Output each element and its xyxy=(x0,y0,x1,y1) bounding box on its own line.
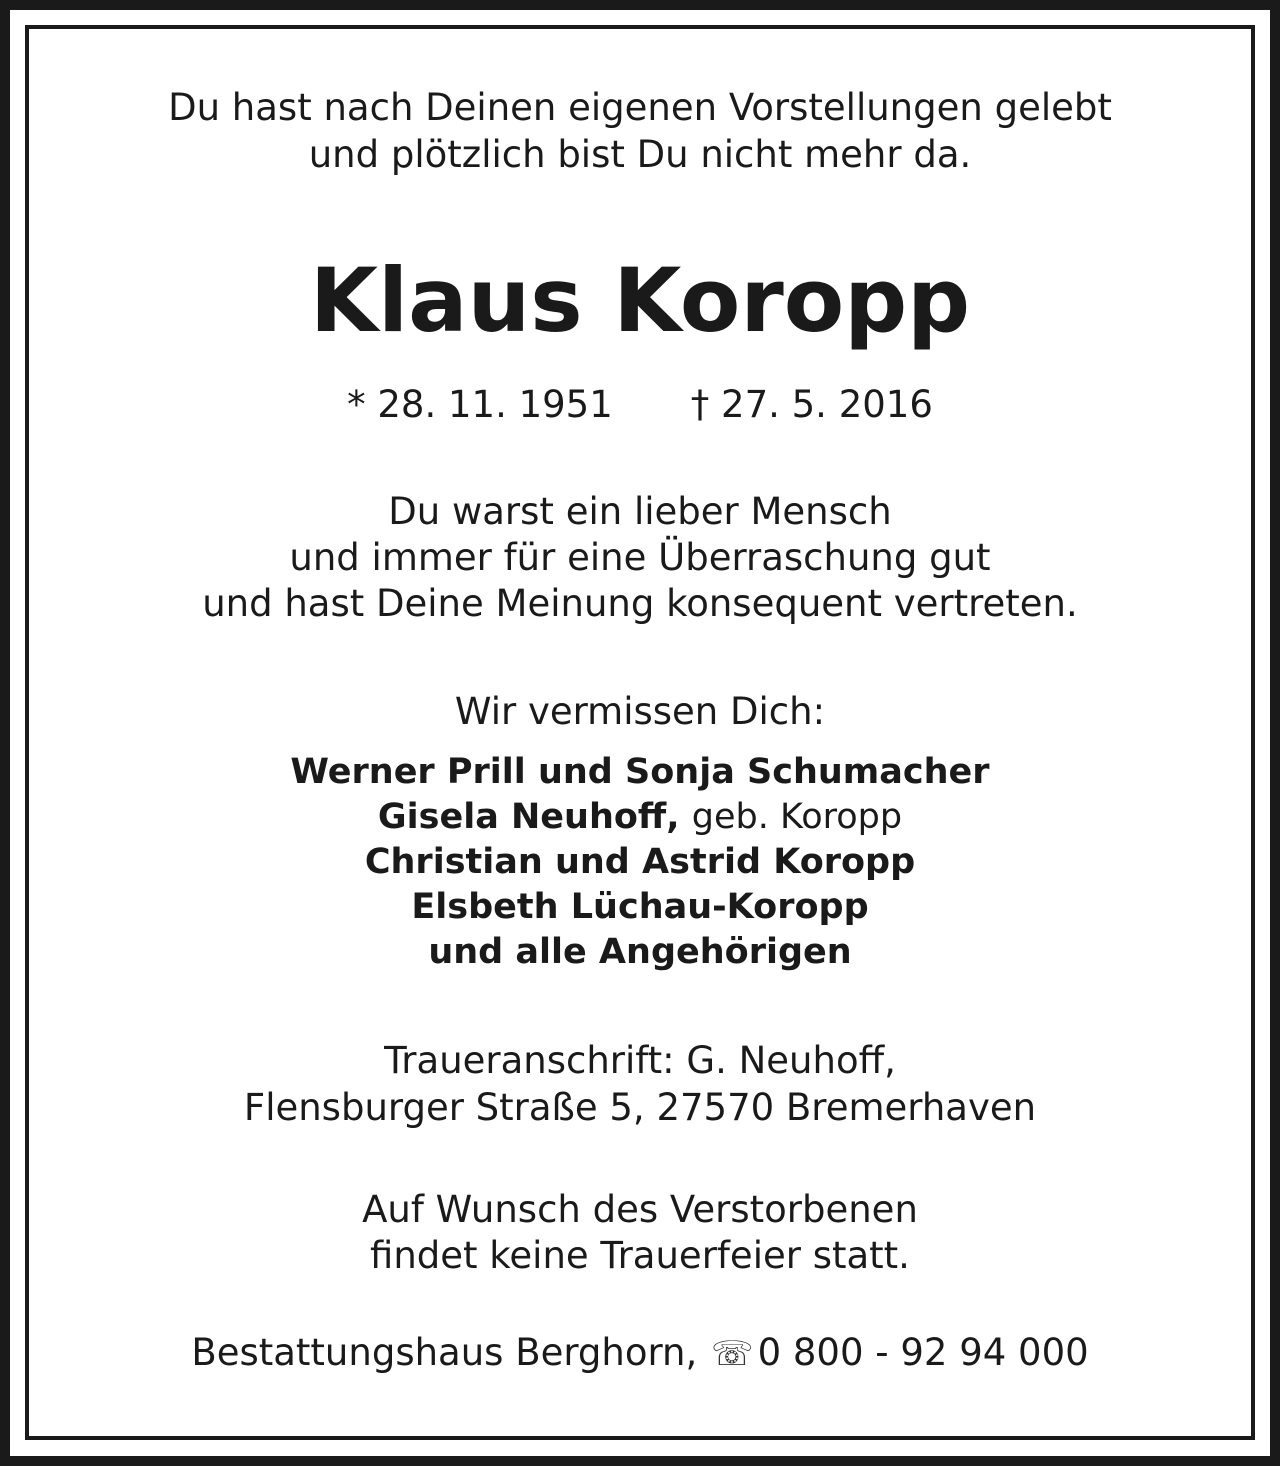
motto-line-2: und plötzlich bist Du nicht mehr da. xyxy=(308,133,972,176)
funeral-wish xyxy=(0,1187,1280,1279)
wish-line-2: findet keine Trauerfeier statt. xyxy=(370,1234,910,1277)
tribute-line-1: Du warst ein lieber Mensch xyxy=(388,490,892,533)
address-line-2: Flensburger Straße 5, 27570 Bremerhaven xyxy=(243,1086,1037,1129)
mourner-line-3: Christian und Astrid Koropp xyxy=(364,842,916,882)
mourner-line-2-name: Gisela Neuhoff, xyxy=(377,797,680,837)
birth-date: * 28. 11. 1951 xyxy=(347,383,613,426)
address-line-1: Traueranschrift: G. Neuhoff, xyxy=(384,1039,896,1082)
tribute-text xyxy=(0,489,1280,627)
mourner-line-2 xyxy=(0,795,1280,840)
tribute-line-2: und immer für eine Überraschung gut xyxy=(289,536,991,579)
wish-line-1: Auf Wunsch des Verstorbenen xyxy=(362,1188,918,1231)
mourner-line-4: Elsbeth Lüchau-Koropp xyxy=(411,887,869,927)
funeral-home-phone: 0 800 - 92 94 000 xyxy=(757,1331,1089,1374)
mourners-list xyxy=(0,750,1280,975)
tribute-line-3: und hast Deine Meinung konsequent vertreten. xyxy=(202,582,1078,625)
motto xyxy=(0,84,1280,178)
miss-line: Wir vermissen Dich: xyxy=(454,690,826,733)
mourner-line-5: und alle Angehörigen xyxy=(428,932,852,972)
deceased-name: Klaus Koropp xyxy=(309,249,971,352)
funeral-home-name: Bestattungshaus Berghorn, xyxy=(191,1331,698,1374)
phone-icon: ☏ xyxy=(711,1334,754,1374)
funeral-home xyxy=(0,1328,1280,1379)
mourner-line-1: Werner Prill und Sonja Schumacher xyxy=(290,752,990,792)
mourning-address xyxy=(0,1037,1280,1131)
motto-line-1: Du hast nach Deinen eigenen Vorstellungen gelebt xyxy=(168,86,1112,129)
life-dates xyxy=(0,380,1280,430)
mourner-line-2-maiden: geb. Koropp xyxy=(691,797,903,837)
death-date: † 27. 5. 2016 xyxy=(690,383,933,426)
